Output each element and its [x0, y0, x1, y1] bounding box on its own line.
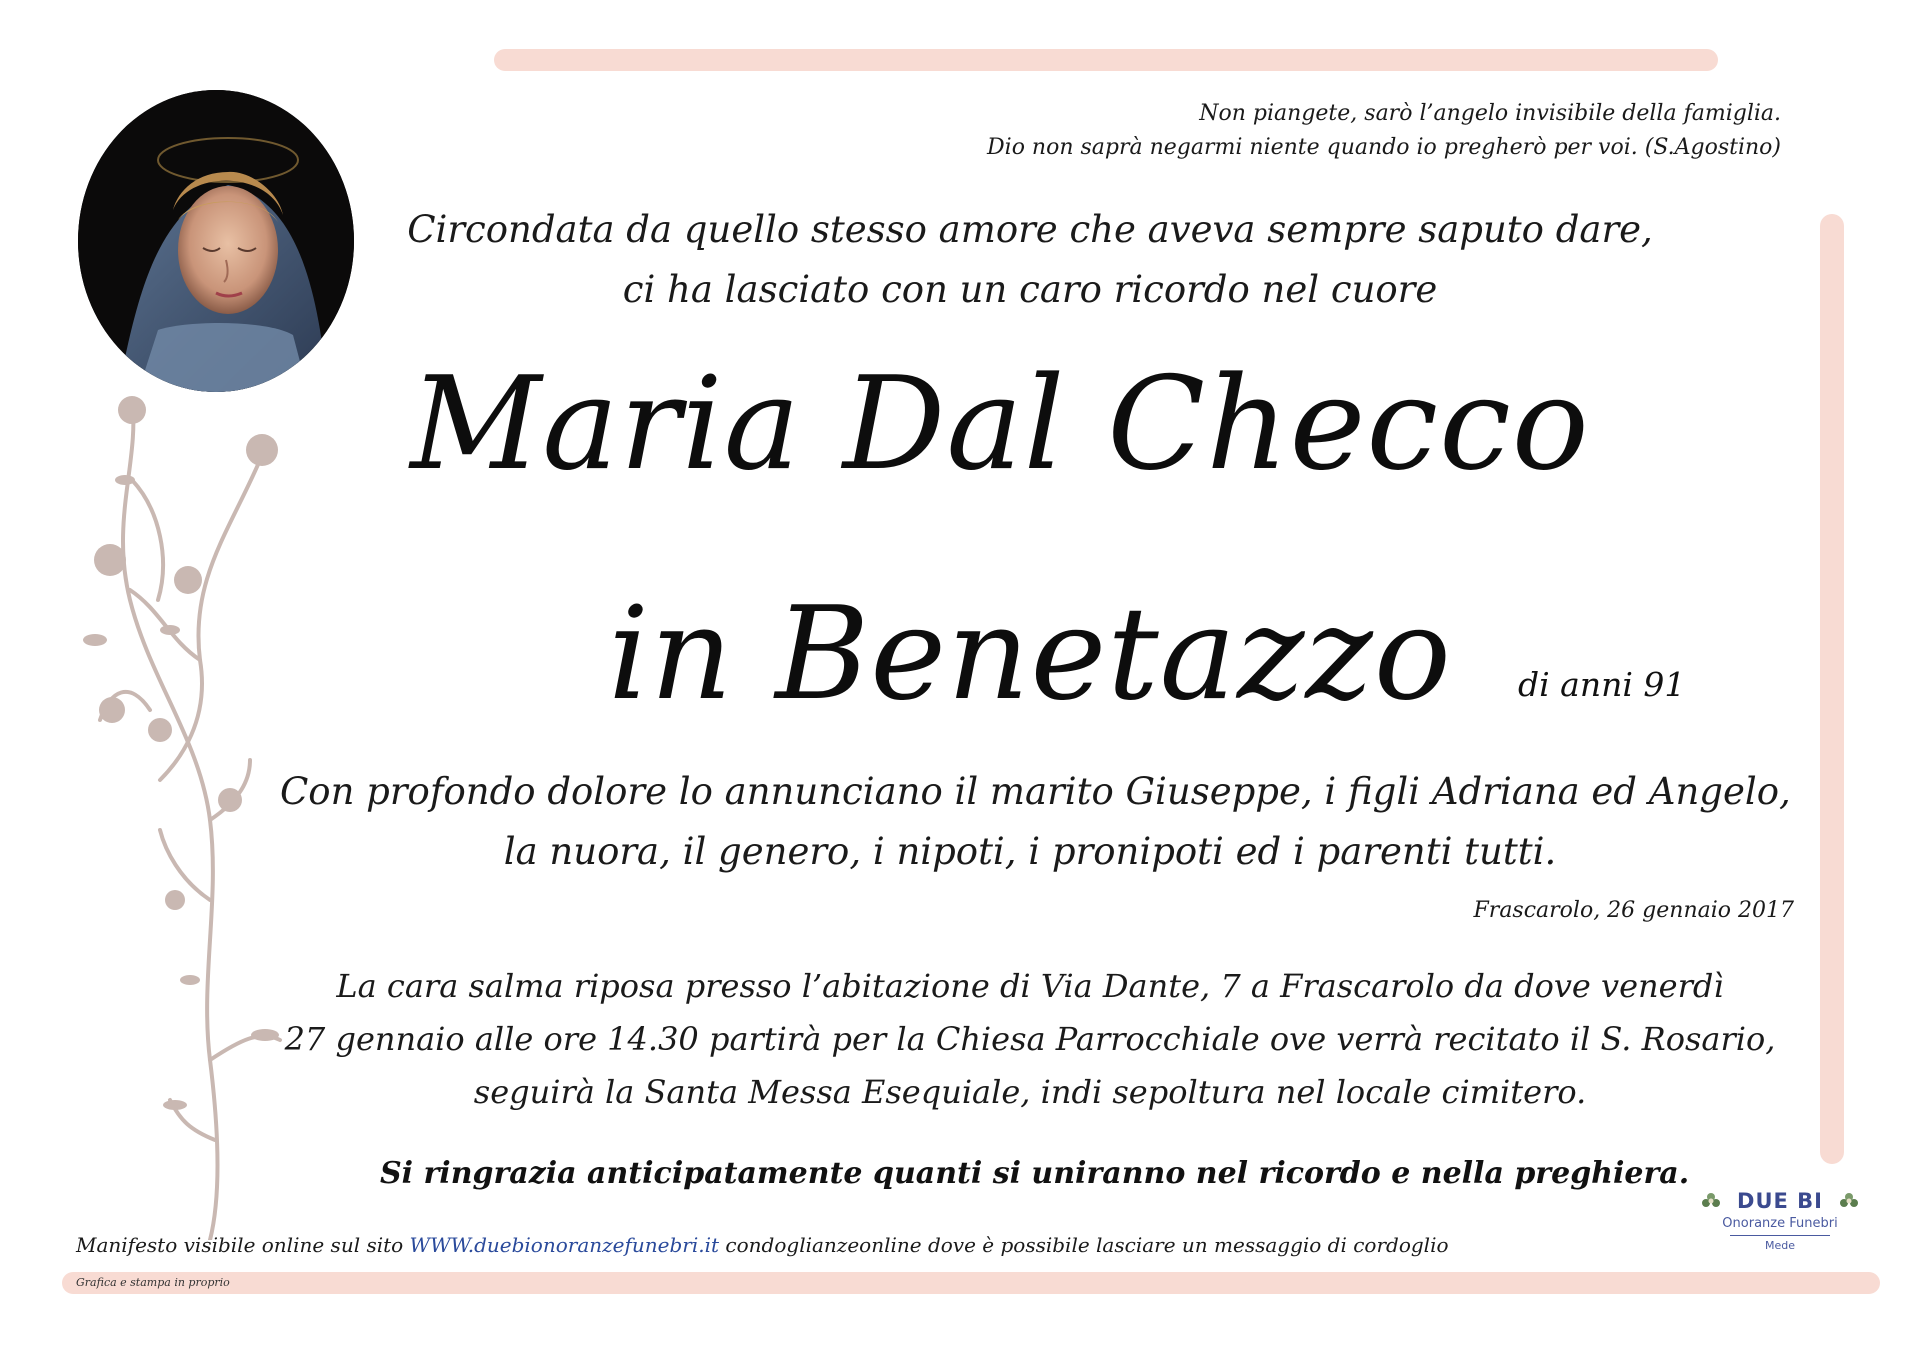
logo-town: Mede — [1764, 1239, 1795, 1252]
footer-suffix: condoglianzeonline dove è possibile lasciare un messaggio di cordoglio — [719, 1233, 1449, 1257]
footer-prefix: Manifesto visibile online sul sito — [76, 1233, 410, 1257]
footer-note — [76, 1230, 1576, 1260]
print-credits: Grafica e stampa in proprio — [76, 1276, 230, 1289]
announcement-line-1: Con profondo dolore lo annunciano il marito Giuseppe, i figli Adriana ed Angelo, — [280, 770, 1791, 813]
announcement-line-2: la nuora, il genero, i nipoti, i pronipoti ed i parenti tutti. — [503, 830, 1557, 873]
flower-icon — [1838, 1190, 1860, 1212]
thanks-text: Si ringrazia anticipatamente quanti si uniranno nel ricordo e nella preghiera. — [380, 1156, 1690, 1191]
intro-line-2: ci ha lasciato con un caro ricordo nel cuore — [622, 268, 1438, 311]
top-decorative-bar — [494, 49, 1718, 71]
funeral-home-logo — [1700, 1188, 1860, 1268]
deceased-married-name: in Benetazzo — [608, 580, 1452, 729]
intro-text — [380, 200, 1680, 320]
website-link[interactable]: WWW.duebionoranzefunebri.it — [409, 1233, 720, 1257]
details-line-2: 27 gennaio alle ore 14.30 partirà per la Chiesa Parrocchiale ove verrà recitato il S. Rosario, — [284, 1020, 1776, 1058]
epigraph-quote — [881, 97, 1781, 165]
place-and-date: Frascarolo, 26 gennaio 2017 — [1473, 898, 1794, 923]
details-line-1: La cara salma riposa presso l’abitazione di Via Dante, 7 a Frascarolo da dove venerdì — [336, 967, 1724, 1005]
funeral-details — [280, 960, 1780, 1119]
portrait-image — [78, 90, 354, 392]
bottom-decorative-bar — [62, 1272, 1880, 1294]
quote-line-2: Dio non saprà negarmi niente quando io pregherò per voi. (S.Agostino) — [987, 135, 1781, 160]
details-line-3: seguirà la Santa Messa Esequiale, indi sepoltura nel locale cimitero. — [473, 1073, 1587, 1111]
intro-line-1: Circondata da quello stesso amore che aveva sempre saputo dare, — [407, 208, 1653, 251]
madonna-portrait — [78, 90, 354, 392]
quote-line-1: Non piangete, sarò l’angelo invisibile della famiglia. — [1199, 101, 1781, 126]
right-decorative-bar — [1820, 214, 1844, 1164]
rose-stem-icon — [50, 380, 290, 1240]
logo-divider — [1730, 1235, 1830, 1236]
logo-title: DUE BI — [1737, 1189, 1823, 1213]
deceased-age: di anni 91 — [1518, 665, 1686, 704]
deceased-name: Maria Dal Checco — [410, 350, 1590, 499]
announcement-text — [280, 762, 1791, 882]
logo-subtitle: Onoranze Funebri — [1722, 1216, 1838, 1231]
